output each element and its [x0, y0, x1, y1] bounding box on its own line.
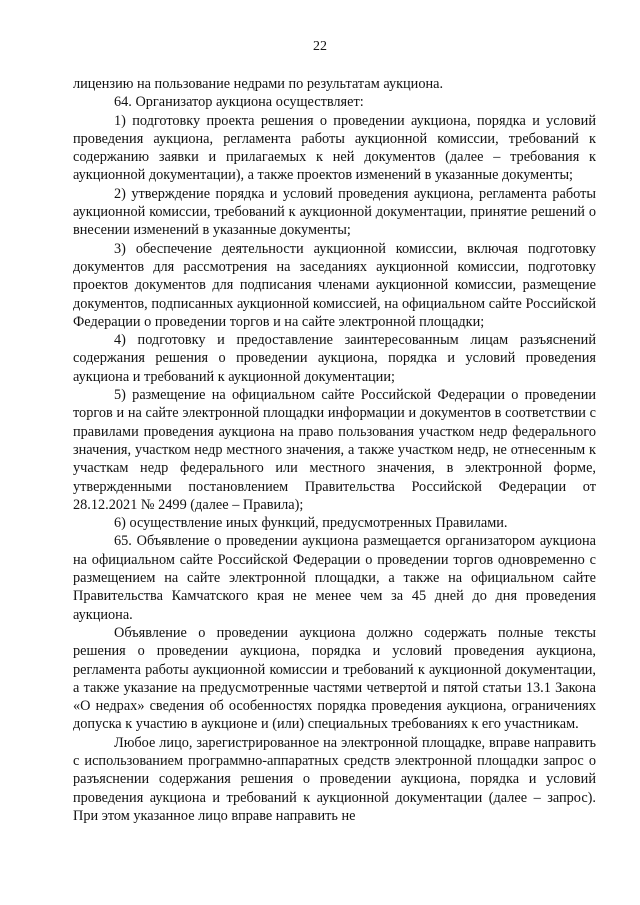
paragraph-item-64-6: 6) осуществление иных функций, предусмотренных Правилами. — [114, 515, 508, 532]
paragraph-continuation: лицензию на пользование недрами по результатам аукциона. — [73, 76, 444, 92]
paragraph-item-65: 65. Объявление о проведении аукциона размещается организатором аукциона на официальном сайте Российской Федерации о проведении торгов одновременно с размещением на сайте электронной площадки, а также на официальном сайте Правительства Камчатского края не менее чем за 45 дней до дня проведения аукциона. — [73, 533, 596, 623]
paragraph-item-64-2: 2) утверждение порядка и условий проведения аукциона, регламента работы аукционной комиссии, требований к аукционной документации, принятие решений о внесении изменений в указанные документы; — [73, 185, 596, 239]
paragraph-item-64-1: 1) подготовку проекта решения о проведении аукциона, порядка и условий проведения аукциона, регламента работы аукционной комиссии, требований к содержанию заявки и прилагаемых к ней документов (далее – требования к аукционной документации), а также проектов изменений в указанные документы; — [73, 112, 596, 184]
document-body — [73, 75, 596, 825]
paragraph-announcement-content: Объявление о проведении аукциона должно содержать полные тексты решения о проведении аукциона, порядка и условий проведения аукциона, регламента работы аукционной комиссии и требований к аукционной документации, а также указание на предусмотренные частями четвертой и пятой статьи 13.1 Закона «О недрах» сведения об особенностях порядка проведения аукциона, ограничениях допуска к участию в аукционе и (или) специальных требованиях к его участникам. — [73, 624, 596, 733]
paragraph-request: Любое лицо, зарегистрированное на электронной площадке, вправе направить с использованием программно-аппаратных средств электронной площадки запрос о разъяснении содержания решения о проведении аукциона, порядка и условий проведения аукциона и требований к аукционной документации (далее – запрос). При этом указанное лицо вправе направить не — [73, 734, 596, 824]
paragraph-item-64-5: 5) размещение на официальном сайте Российской Федерации о проведении торгов и на сайте электронной площадки информации и документов в соответствии с правилами проведения аукциона на право пользования участком недр федерального значения, участком недр местного значения, а также участком недр, не отнесенным к участкам недр федерального или местного значения, в электронной форме, утвержденными постановлением Правительства Российской Федерации от 28.12.2021 № 2499 (далее – Правила); — [73, 387, 596, 513]
paragraph-item-64: 64. Организатор аукциона осуществляет: — [114, 94, 364, 111]
paragraph-item-64-4: 4) подготовку и предоставление заинтересованным лицам разъяснений содержания решения о проведении аукциона, порядка и условий проведения аукциона и требований к аукционной документации; — [73, 332, 596, 385]
page-number: 22 — [313, 39, 327, 54]
paragraph-item-64-3: 3) обеспечение деятельности аукционной комиссии, включая подготовку документов для рассмотрения на заседаниях аукционной комиссии, подготовку проектов документов для подписания членами аукционной комиссии, размещение документов, подписанных аукционной комиссией, на официальном сайте Российской Федерации о проведении торгов и на сайте электронной площадки; — [73, 240, 596, 330]
